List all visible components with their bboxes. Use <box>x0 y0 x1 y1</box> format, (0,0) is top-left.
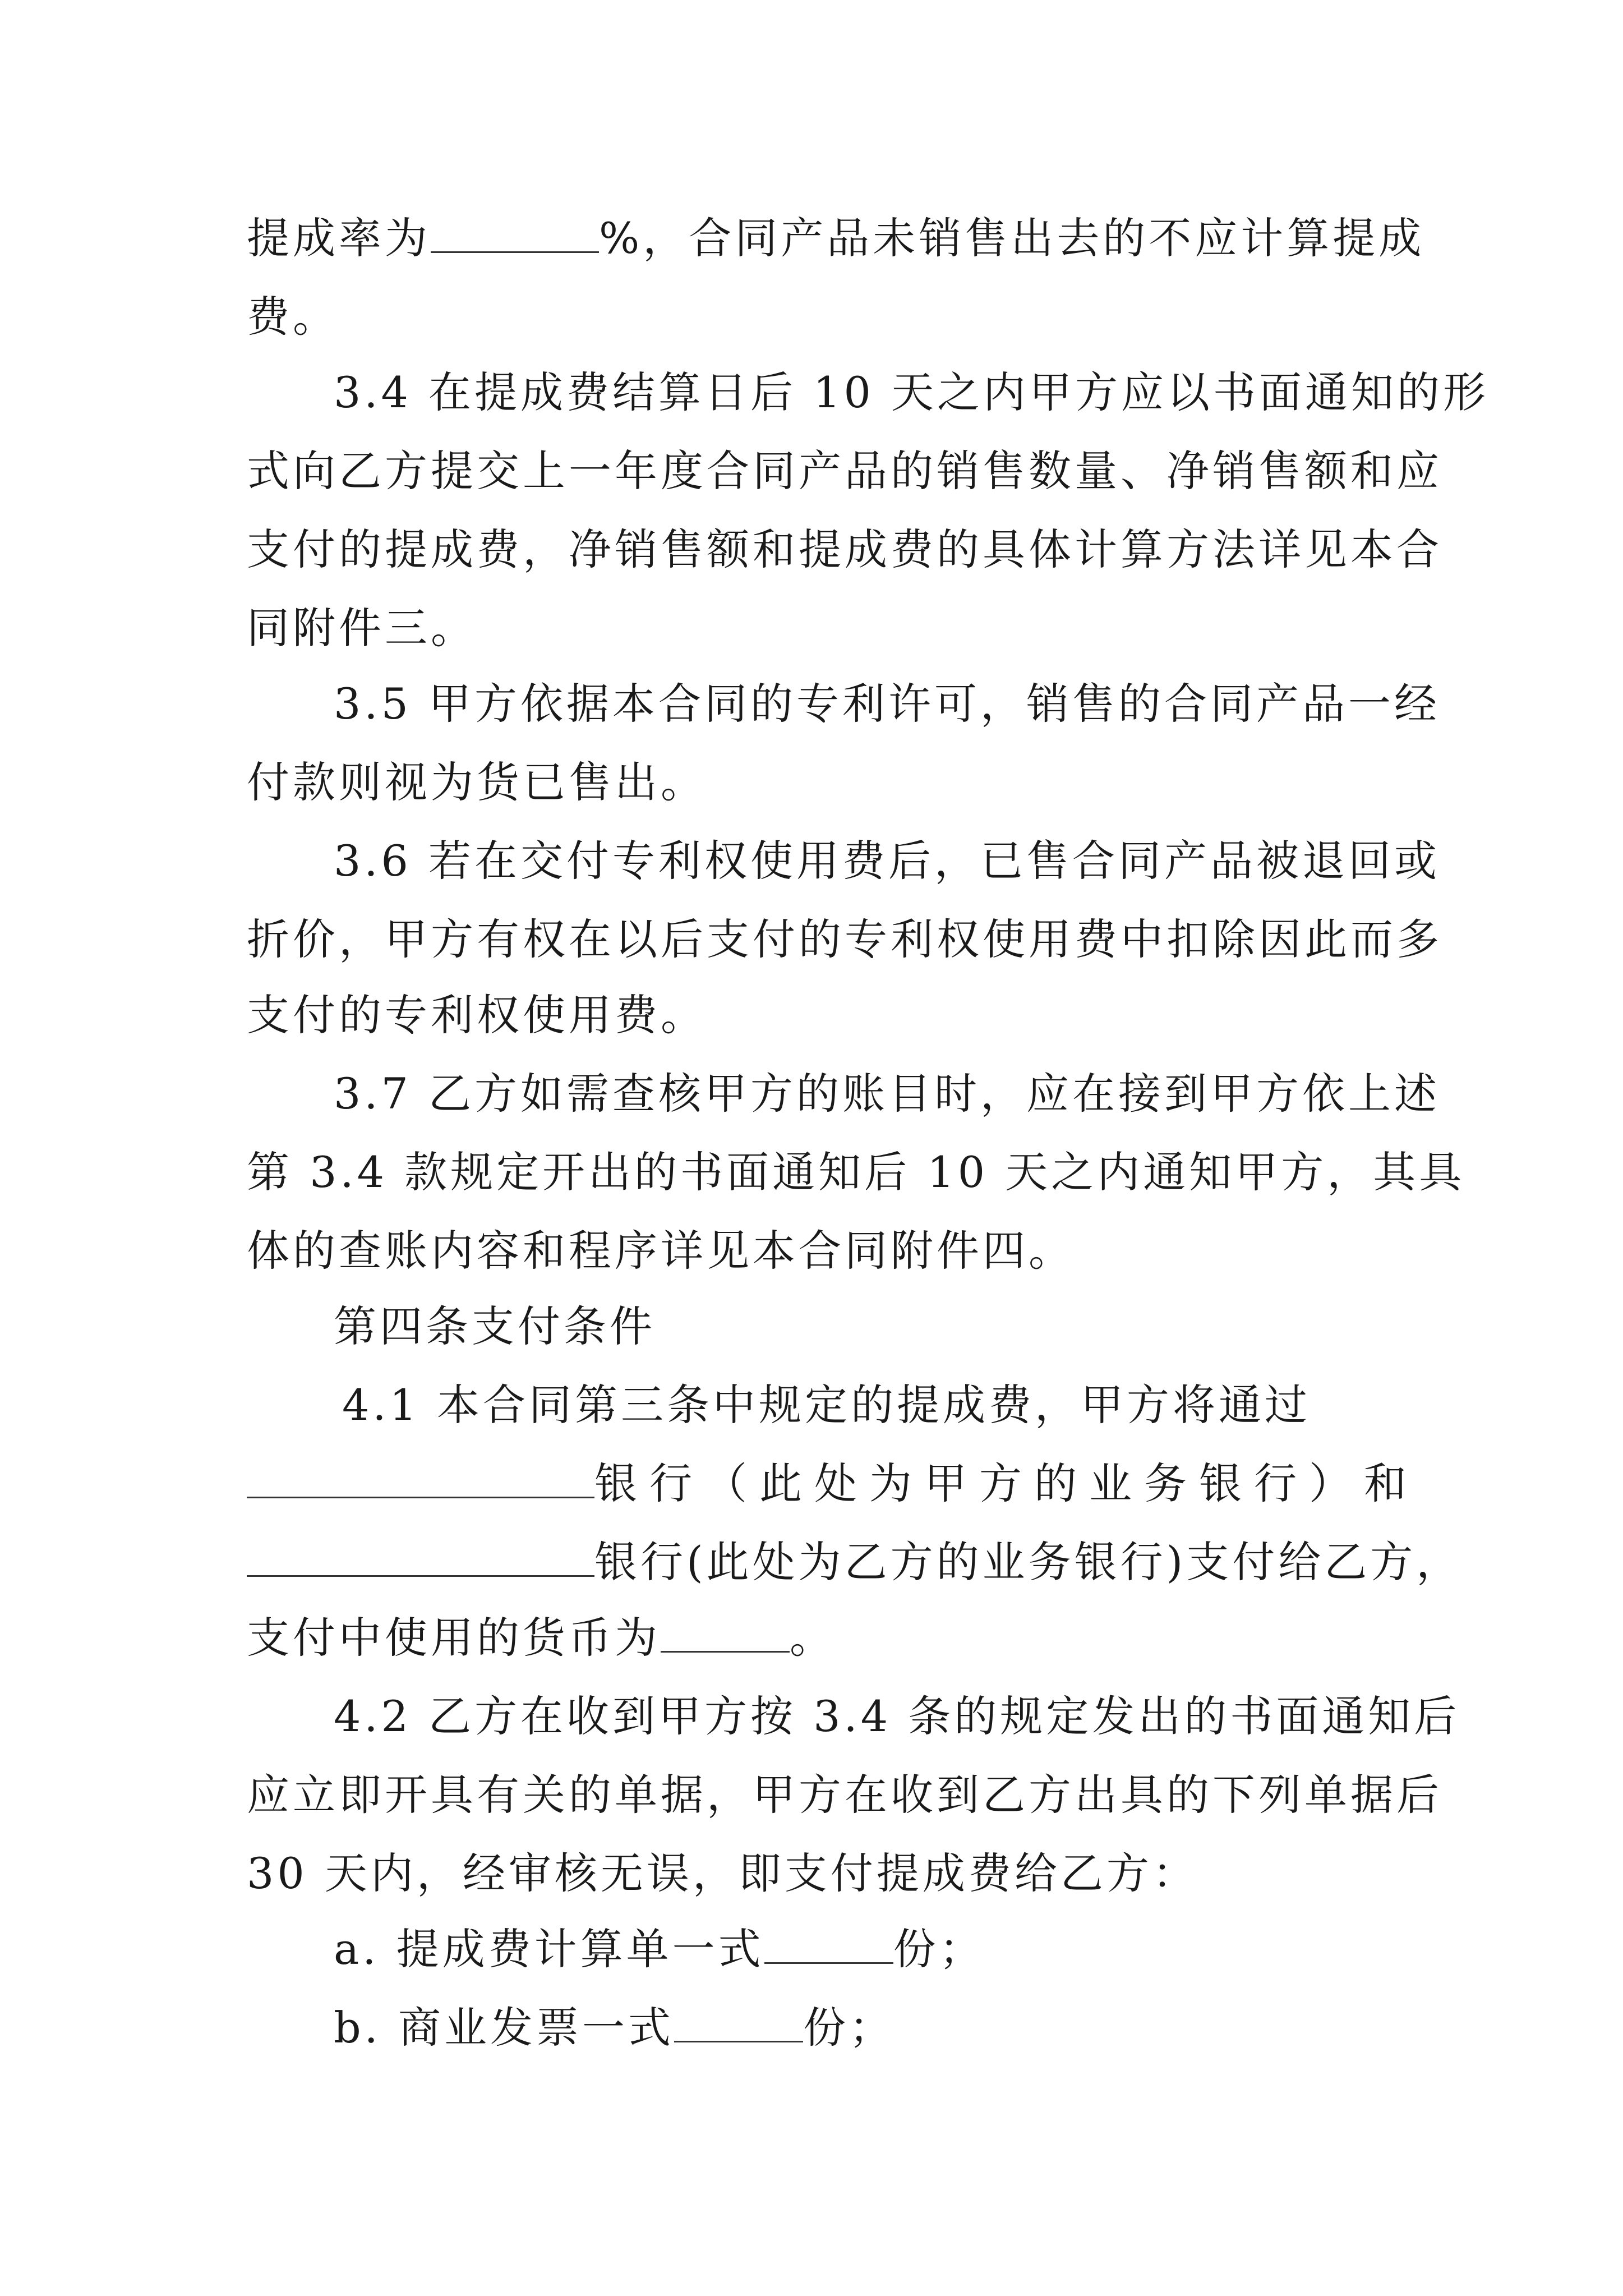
text-line: 30 天内，经审核无误，即支付提成费给乙方： <box>247 1848 1198 1898</box>
blank-field <box>661 1612 790 1653</box>
text-segment: b. 商业发票一式 <box>334 2003 674 2053</box>
text-line: 费。 <box>247 292 339 342</box>
text-line: 3.5 甲方依据本合同的专利许可，销售的合同产品一经 <box>334 679 1441 729</box>
text-line: 体的查账内容和程序详见本合同附件四。 <box>247 1226 1075 1276</box>
text-line: 4.1 本合同第三条中规定的提成费，甲方将通过 <box>342 1380 1311 1430</box>
blank-field <box>247 1536 594 1577</box>
text-segment: a. 提成费计算单一式 <box>334 1924 764 1974</box>
text-segment: 提成率为 <box>247 213 431 263</box>
text-line: 同附件三。 <box>247 603 477 653</box>
text-line: 式向乙方提交上一年度合同产品的销售数量、净销售额和应 <box>247 446 1442 496</box>
text-segment: 支付中使用的货币为 <box>247 1613 661 1663</box>
text-line: 3.4 在提成费结算日后 10 天之内甲方应以书面通知的形 <box>334 367 1490 417</box>
blank-field <box>247 1457 594 1498</box>
list-item <box>334 2000 895 2056</box>
blank-field <box>674 2001 803 2042</box>
text-segment: 份； <box>893 1924 985 1974</box>
text-line <box>247 210 1424 266</box>
text-segment: 银行(此处为乙方的业务银行)支付给乙方， <box>594 1537 1463 1587</box>
text-line: 折价，甲方有权在以后支付的专利权使用费中扣除因此而多 <box>247 914 1442 964</box>
text-line <box>247 1610 836 1666</box>
list-item <box>334 1921 985 1977</box>
text-segment: 。 <box>790 1613 836 1663</box>
section-heading: 第四条支付条件 <box>334 1301 656 1351</box>
text-segment: %，合同产品未销售出去的不应计算提成 <box>599 213 1425 263</box>
text-line: 4.2 乙方在收到甲方按 3.4 条的规定发出的书面通知后 <box>334 1691 1460 1741</box>
text-line: 付款则视为货已售出。 <box>247 757 707 807</box>
text-line: 支付的专利权使用费。 <box>247 990 707 1040</box>
text-line <box>247 1534 1462 1590</box>
blank-field <box>431 212 599 253</box>
text-line <box>247 1456 1419 1512</box>
text-segment: 份； <box>803 2003 895 2053</box>
text-line: 支付的提成费，净销售额和提成费的具体计算方法详见本合 <box>247 524 1442 574</box>
text-line: 应立即开具有关的单据，甲方在收到乙方出具的下列单据后 <box>247 1770 1442 1820</box>
text-line: 3.6 若在交付专利权使用费后，已售合同产品被退回或 <box>334 836 1441 886</box>
text-line: 第 3.4 款规定开出的书面通知后 10 天之内通知甲方，其具 <box>247 1147 1465 1197</box>
text-segment: 银行（此处为甲方的业务银行）和 <box>594 1458 1419 1508</box>
blank-field <box>764 1923 893 1964</box>
text-line: 3.7 乙方如需查核甲方的账目时，应在接到甲方依上述 <box>334 1069 1441 1119</box>
